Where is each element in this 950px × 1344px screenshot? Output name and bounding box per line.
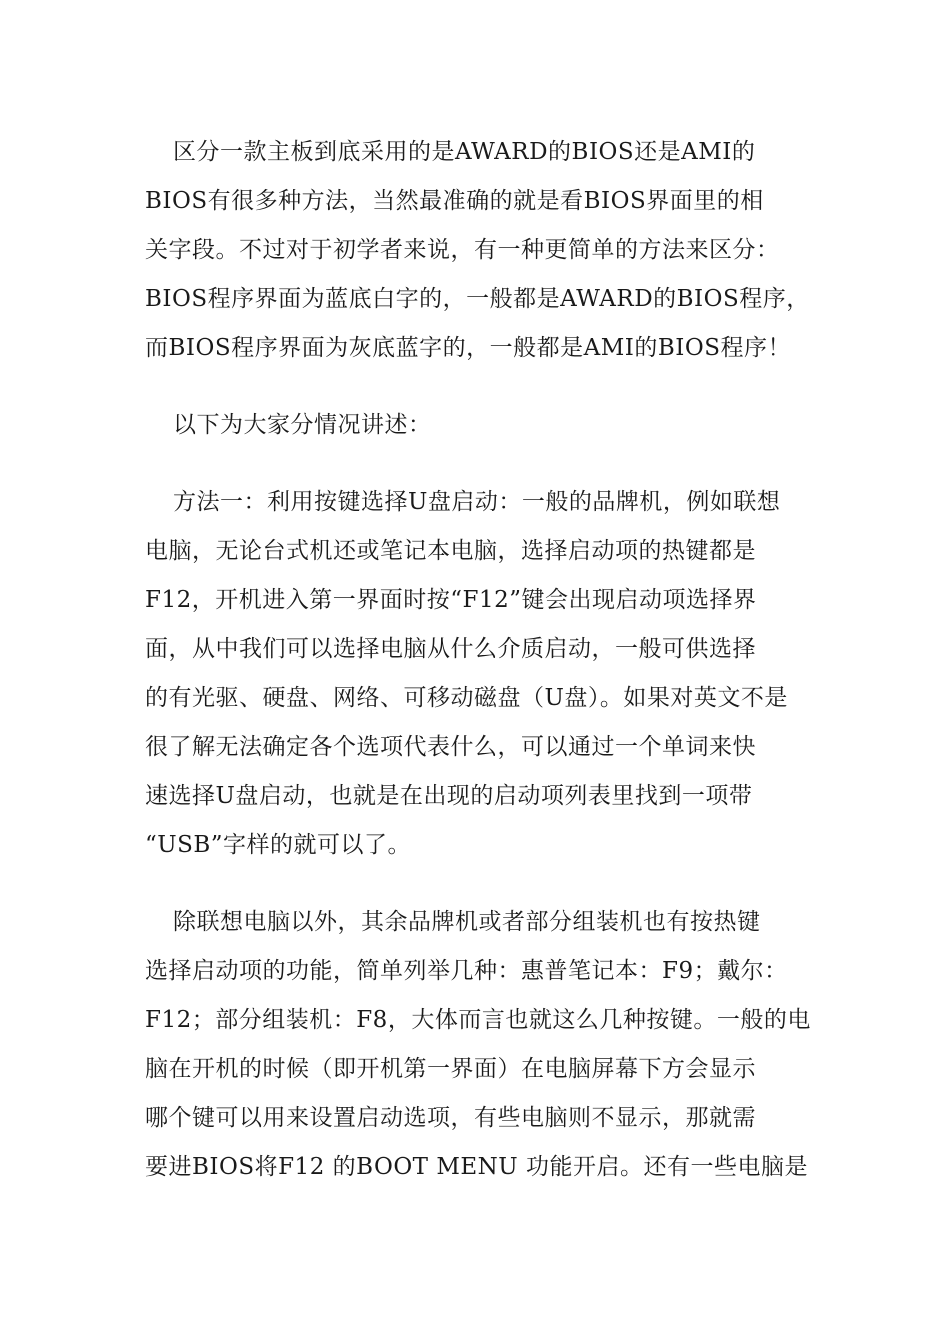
paragraph-bios-types [145,128,813,373]
paragraph-method-one [145,478,813,870]
text-line: 面，从中我们可以选择电脑从什么介质启动，一般可供选择 [145,636,756,662]
text-line: 方法一：利用按键选择U盘启动：一般的品牌机，例如联想 [173,489,781,515]
text-line: BIOS程序界面为蓝底白字的，一般都是AWARD的BIOS程序， [145,286,810,312]
text-line: 除联想电脑以外，其余品牌机或者部分组装机也有按热键 [173,909,761,935]
text-line: 的有光驱、硬盘、网络、可移动磁盘（U盘）。如果对英文不是 [145,685,788,711]
text-line: 很了解无法确定各个选项代表什么，可以通过一个单词来快 [145,734,756,760]
text-line: 速选择U盘启动，也就是在出现的启动项列表里找到一项带 [145,783,753,809]
paragraph-other-brands [145,898,813,1192]
text-line: F12，开机进入第一界面时按“F12”键会出现启动项选择界 [145,587,757,613]
text-line: 脑在开机的时候（即开机第一界面）在电脑屏幕下方会显示 [145,1056,756,1082]
text-line: 选择启动项的功能，简单列举几种：惠普笔记本：F9；戴尔： [145,958,788,984]
text-line: 而BIOS程序界面为灰底蓝字的，一般都是AMI的BIOS程序！ [145,335,791,361]
text-line: 电脑，无论台式机还或笔记本电脑，选择启动项的热键都是 [145,538,756,564]
paragraph-intro [145,401,813,450]
text-line: 以下为大家分情况讲述： [173,412,432,438]
document-body [145,128,813,1220]
text-line: 要进BIOS将F12 的BOOT MENU 功能开启。还有一些电脑是 [145,1154,808,1180]
text-line: 区分一款主板到底采用的是AWARD的BIOS还是AMI的 [173,139,756,165]
text-line: 哪个键可以用来设置启动选项，有些电脑则不显示，那就需 [145,1105,756,1131]
text-line: 关字段。不过对于初学者来说，有一种更简单的方法来区分： [145,237,780,263]
text-line: “USB”字样的就可以了。 [145,832,412,858]
text-line: F12；部分组装机：F8，大体而言也就这么几种按键。一般的电 [145,1007,811,1033]
text-line: BIOS有很多种方法，当然最准确的就是看BIOS界面里的相 [145,188,764,214]
